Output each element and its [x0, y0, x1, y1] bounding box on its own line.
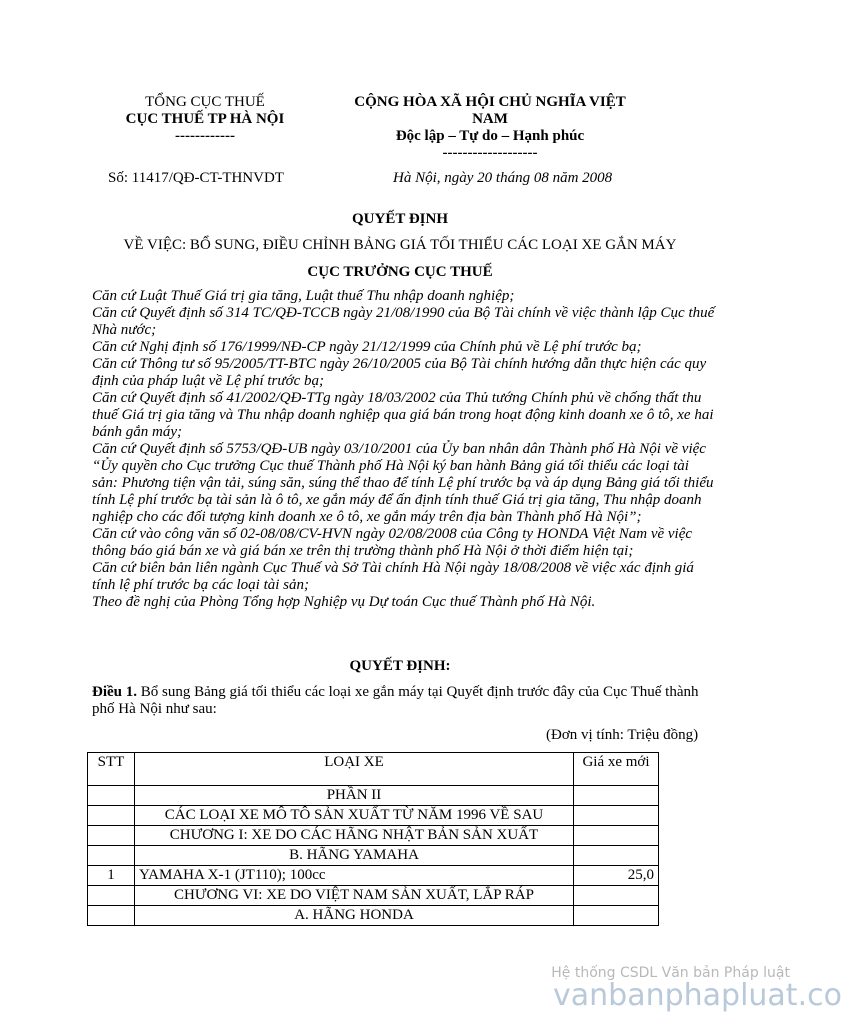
row-vehicle: CHƯƠNG VI: XE DO VIỆT NAM SẢN XUẤT, LẮP RÁP: [135, 886, 574, 906]
country-name-line2: NAM: [472, 111, 508, 127]
table-row: [88, 886, 659, 906]
row-price: [574, 886, 659, 906]
table-row: [88, 866, 659, 886]
article-1-label: Điều 1.: [92, 684, 137, 700]
watermark-caption: Hệ thống CSDL Văn bản Pháp luật: [551, 965, 790, 981]
table-row: [88, 806, 659, 826]
table-row: [88, 786, 659, 806]
legal-basis-item: Căn cứ Luật Thuế Giá trị gia tăng, Luật thuế Thu nhập doanh nghiệp;: [92, 288, 515, 304]
row-stt: [88, 806, 135, 826]
row-stt: [88, 786, 135, 806]
legal-basis-item: Căn cứ Quyết định số 314 TC/QĐ-TCCB ngày 21/08/1990 của Bộ Tài chính về việc thành lập Cục thuế Nhà nước;: [92, 305, 715, 338]
document-subject: VỀ VIỆC: BỔ SUNG, ĐIỀU CHỈNH BẢNG GIÁ TỐI THIỂU CÁC LOẠI XE GẮN MÁY: [123, 237, 677, 253]
document-number: Số: 11417/QĐ-CT-THNVDT: [108, 170, 284, 186]
legal-basis-item: Căn cứ Thông tư số 95/2005/TT-BTC ngày 26/10/2005 của Bộ Tài chính hướng dẫn thực hiện các quy định của pháp luật về Lệ phí trước bạ;: [92, 356, 707, 389]
row-vehicle: CHƯƠNG I: XE DO CÁC HÃNG NHẬT BẢN SẢN XUẤT: [135, 826, 574, 846]
row-price: [574, 906, 659, 926]
header-new-price: Giá xe mới: [574, 753, 659, 786]
row-vehicle: YAMAHA X-1 (JT110); 100cc: [135, 866, 574, 886]
issuer-title: CỤC TRƯỞNG CỤC THUẾ: [307, 264, 493, 280]
row-stt: [88, 826, 135, 846]
legal-basis-item: Căn cứ Nghị định số 176/1999/NĐ-CP ngày 21/12/1999 của Chính phủ về Lệ phí trước bạ;: [92, 339, 642, 355]
header-stt: STT: [88, 753, 135, 786]
row-price: 25,0: [574, 866, 659, 886]
document-date: Hà Nội, ngày 20 tháng 08 năm 2008: [393, 170, 613, 186]
legal-basis-item: Căn cứ Quyết định số 5753/QĐ-UB ngày 03/10/2001 của Ủy ban nhân dân Thành phố Hà Nội về việc “Ủy quyền cho Cục trưởng Cục thuế Thành phố Hà Nội ký ban hành Bảng giá tối thiểu các loại tài sản: Phương tiện vận tải, súng săn, súng thể thao để tính Lệ phí trước bạ và áp dụng Bảng giá tối thiểu tính Lệ phí trước bạ tài sản là ô tô, xe gắn máy để ấn định tính thuế Giá trị gia tăng, Thu nhập doanh nghiệp cho các đối tượng kinh doanh xe ô tô, xe gắn máy trên địa bàn Thành phố Hà Nội”;: [92, 441, 714, 525]
row-vehicle: CÁC LOẠI XE MÔ TÔ SẢN XUẤT TỪ NĂM 1996 VỀ SAU: [135, 806, 574, 826]
table-row: [88, 906, 659, 926]
country-name-line1: CỘNG HÒA XÃ HỘI CHỦ NGHĨA VIỆT: [354, 94, 626, 110]
legal-basis-item: Căn cứ vào công văn số 02-08/08/CV-HVN ngày 02/08/2008 của Công ty HONDA Việt Nam về việc thông báo giá bán xe và giá bán xe trên thị trường thành phố Hà Nội ở thời điểm hiện tại;: [92, 526, 693, 559]
motto-divider: -------------------: [442, 145, 538, 161]
row-price: [574, 846, 659, 866]
agency-divider: ------------: [175, 128, 235, 144]
document-title: QUYẾT ĐỊNH: [352, 211, 448, 227]
row-price: [574, 786, 659, 806]
parent-agency: TỔNG CỤC THUẾ: [145, 94, 265, 110]
price-table: [87, 752, 659, 926]
row-vehicle: PHẦN II: [135, 786, 574, 806]
table-row: [88, 846, 659, 866]
row-price: [574, 806, 659, 826]
row-stt: [88, 906, 135, 926]
article-1-text: Bổ sung Bảng giá tối thiểu các loại xe gắn máy tại Quyết định trước đây của Cục Thuế thành phố Hà Nội như sau:: [92, 684, 699, 717]
legal-basis-item: Căn cứ biên bản liên ngành Cục Thuế và Sở Tài chính Hà Nội ngày 18/08/2008 về việc xác định giá tính lệ phí trước bạ các loại tài sản;: [92, 560, 694, 593]
row-price: [574, 826, 659, 846]
watermark-site: vanbanphapluat.co: [553, 978, 842, 1013]
legal-basis-item: Theo đề nghị của Phòng Tổng hợp Nghiệp vụ Dự toán Cục thuế Thành phố Hà Nội.: [92, 594, 596, 610]
row-vehicle: A. HÃNG HONDA: [135, 906, 574, 926]
article-1: [92, 684, 712, 718]
legal-basis-item: Căn cứ Quyết định số 41/2002/QĐ-TTg ngày 18/03/2002 của Thủ tướng Chính phủ về chống thất thu thuế Giá trị gia tăng và Thu nhập doanh nghiệp qua giá bán trong hoạt động kinh doanh xe ô tô, xe hai bánh gắn máy;: [92, 390, 714, 440]
row-stt: [88, 846, 135, 866]
row-stt: [88, 886, 135, 906]
issuing-agency-block: [100, 94, 310, 145]
national-motto: Độc lập – Tự do – Hạnh phúc: [395, 128, 585, 144]
unit-note: (Đơn vị tính: Triệu đồng): [546, 727, 699, 743]
table-row: [88, 826, 659, 846]
decision-heading: QUYẾT ĐỊNH:: [349, 658, 451, 674]
header-vehicle-type: LOẠI XE: [135, 753, 574, 786]
row-vehicle: B. HÃNG YAMAHA: [135, 846, 574, 866]
agency-name: CỤC THUẾ TP HÀ NỘI: [125, 111, 285, 127]
row-stt: 1: [88, 866, 135, 886]
table-header-row: [88, 753, 659, 786]
national-header-block: [330, 94, 650, 162]
legal-basis-list: [92, 288, 717, 611]
